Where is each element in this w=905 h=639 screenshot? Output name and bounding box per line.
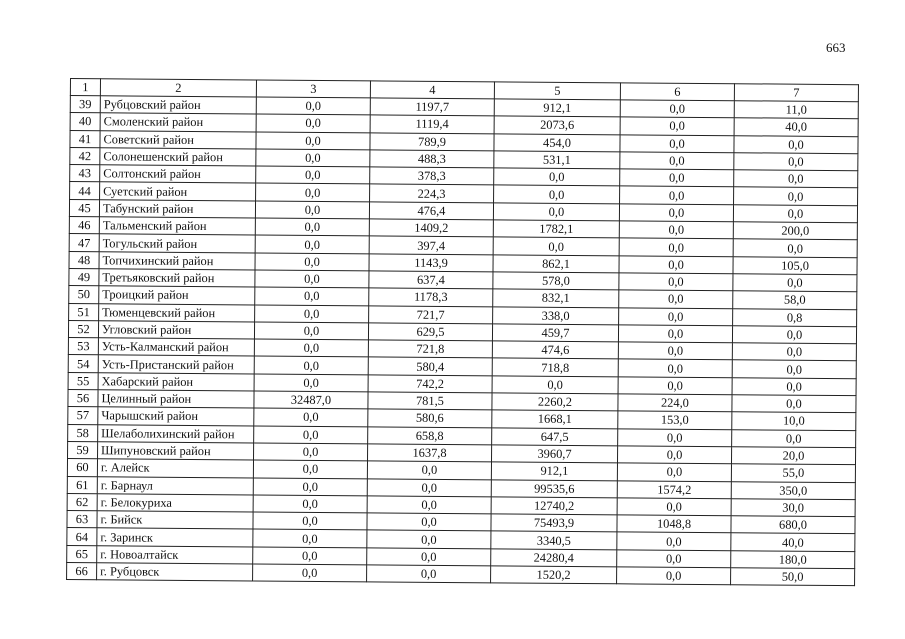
district-name: Рубцовский район: [100, 96, 256, 115]
row-number: 50: [69, 286, 99, 304]
value-col-3: 0,0: [255, 287, 369, 305]
value-col-4: 789,9: [370, 132, 494, 150]
district-name: Суетский район: [100, 182, 256, 201]
value-col-4: 580,6: [368, 409, 492, 427]
row-number: 46: [69, 217, 99, 235]
row-number: 62: [67, 493, 97, 511]
district-name: г. Белокуриха: [97, 494, 253, 513]
row-number: 48: [69, 251, 99, 269]
value-col-6: 0,0: [617, 567, 731, 585]
row-number: 56: [68, 390, 98, 408]
value-col-3: 0,0: [256, 132, 370, 150]
value-col-7: 0,0: [734, 153, 858, 171]
district-name: Хабарский район: [98, 372, 254, 391]
value-col-4: 721,8: [368, 340, 492, 358]
value-col-7: 11,0: [734, 101, 858, 119]
value-col-6: 1048,8: [617, 515, 731, 533]
value-col-3: 0,0: [255, 253, 369, 271]
value-col-6: 1574,2: [617, 480, 731, 498]
value-col-3: 0,0: [255, 218, 369, 236]
district-name: Табунский район: [99, 200, 255, 219]
value-col-5: 12740,2: [491, 497, 617, 515]
row-number: 51: [69, 303, 99, 321]
value-col-5: 0,0: [494, 185, 620, 203]
value-col-6: 0,0: [619, 238, 733, 256]
value-col-5: 1520,2: [491, 566, 617, 584]
row-number: 64: [67, 528, 97, 546]
value-col-4: 0,0: [367, 496, 491, 514]
value-col-6: 0,0: [619, 273, 733, 291]
header-cell: 5: [494, 82, 620, 100]
value-col-3: 0,0: [256, 183, 370, 201]
value-col-7: 0,0: [734, 187, 858, 205]
value-col-6: 0,0: [618, 359, 732, 377]
value-col-4: 0,0: [367, 530, 491, 548]
value-col-6: 0,0: [620, 186, 734, 204]
value-col-6: 0,0: [619, 204, 733, 222]
value-col-7: 58,0: [733, 291, 857, 309]
value-col-5: 912,1: [491, 462, 617, 480]
value-col-4: 0,0: [367, 548, 491, 566]
row-number: 45: [69, 199, 99, 217]
value-col-3: 0,0: [255, 305, 369, 323]
district-name: г. Алейск: [97, 459, 253, 478]
value-col-6: 0,0: [618, 342, 732, 360]
value-col-6: 0,0: [620, 169, 734, 187]
value-col-4: 0,0: [367, 513, 491, 531]
value-col-3: 0,0: [253, 495, 367, 513]
district-name: Троицкий район: [99, 286, 255, 305]
value-col-5: 862,1: [493, 255, 619, 273]
value-col-7: 20,0: [731, 447, 855, 465]
value-col-7: 0,0: [732, 343, 856, 361]
value-col-5: 832,1: [493, 289, 619, 307]
value-col-6: 0,0: [619, 221, 733, 239]
row-number: 57: [68, 407, 98, 425]
value-col-4: 1143,9: [369, 254, 493, 272]
value-col-6: 0,0: [617, 446, 731, 464]
district-name: Тальменский район: [99, 217, 255, 236]
value-col-7: 10,0: [732, 412, 856, 430]
district-name: Усть-Калманский район: [98, 338, 254, 357]
district-name: Целинный район: [98, 390, 254, 409]
value-col-5: 24280,4: [491, 549, 617, 567]
value-col-5: 0,0: [492, 376, 618, 394]
page-number: 663: [826, 40, 846, 55]
district-name: Тюменцевский район: [99, 303, 255, 322]
value-col-4: 378,3: [370, 167, 494, 185]
value-col-5: 75493,9: [491, 514, 617, 532]
value-col-6: 0,0: [617, 532, 731, 550]
row-number: 58: [68, 424, 98, 442]
district-name: Солтонский район: [100, 165, 256, 184]
value-col-3: 0,0: [256, 149, 370, 167]
value-col-7: 0,0: [732, 395, 856, 413]
district-name: Смоленский район: [100, 113, 256, 132]
row-number: 61: [67, 476, 97, 494]
value-col-3: 0,0: [253, 547, 367, 565]
value-col-6: 0,0: [617, 463, 731, 481]
row-number: 66: [67, 563, 97, 581]
value-col-4: 580,4: [368, 357, 492, 375]
value-col-3: 0,0: [255, 201, 369, 219]
value-col-7: 200,0: [733, 222, 857, 240]
header-cell: 4: [370, 81, 494, 99]
value-col-7: 105,0: [733, 256, 857, 274]
header-cell: 3: [256, 80, 370, 98]
value-col-7: 0,0: [732, 326, 856, 344]
value-col-6: 0,0: [618, 428, 732, 446]
value-col-5: 2073,6: [494, 116, 620, 134]
value-col-4: 0,0: [367, 478, 491, 496]
value-col-7: 0,0: [734, 135, 858, 153]
header-cell: 2: [100, 79, 256, 97]
district-name: Шелаболихинский район: [98, 424, 254, 443]
value-col-3: 0,0: [254, 322, 368, 340]
value-col-7: 55,0: [731, 464, 855, 482]
value-col-3: 0,0: [254, 426, 368, 444]
district-name: г. Барнаул: [97, 476, 253, 495]
value-col-3: 0,0: [255, 235, 369, 253]
value-col-5: 578,0: [493, 272, 619, 290]
value-col-3: 0,0: [254, 408, 368, 426]
district-name: г. Рубцовск: [97, 563, 253, 582]
value-col-7: 40,0: [731, 533, 855, 551]
value-col-5: 3960,7: [491, 445, 617, 463]
value-col-5: 647,5: [492, 427, 618, 445]
row-number: 42: [70, 147, 100, 165]
table-body: [67, 79, 859, 586]
value-col-6: 153,0: [618, 411, 732, 429]
row-number: 47: [69, 234, 99, 252]
value-col-4: 1637,8: [368, 444, 492, 462]
value-col-4: 1119,4: [370, 115, 494, 133]
value-col-3: 0,0: [256, 114, 370, 132]
value-col-5: 454,0: [494, 133, 620, 151]
value-col-6: 0,0: [618, 325, 732, 343]
value-col-5: 3340,5: [491, 531, 617, 549]
value-col-4: 742,2: [368, 375, 492, 393]
value-col-4: 1178,3: [369, 288, 493, 306]
value-col-7: 0,0: [734, 170, 858, 188]
district-name: Третьяковский район: [99, 269, 255, 288]
value-col-4: 629,5: [368, 323, 492, 341]
row-number: 53: [68, 338, 98, 356]
value-col-7: 0,0: [733, 204, 857, 222]
value-col-7: 0,0: [732, 360, 856, 378]
value-col-7: 50,0: [731, 568, 855, 586]
value-col-3: 0,0: [253, 477, 367, 495]
district-name: Тогульский район: [99, 234, 255, 253]
value-col-4: 781,5: [368, 392, 492, 410]
value-col-5: 338,0: [493, 306, 619, 324]
value-col-7: 680,0: [731, 516, 855, 534]
value-col-4: 1197,7: [370, 98, 494, 116]
row-number: 49: [69, 268, 99, 286]
value-col-3: 0,0: [256, 166, 370, 184]
value-col-7: 0,0: [733, 274, 857, 292]
value-col-3: 32487,0: [254, 391, 368, 409]
district-name: Топчихинский район: [99, 251, 255, 270]
value-col-6: 0,0: [619, 307, 733, 325]
value-col-3: 0,0: [254, 356, 368, 374]
district-name: Шипуновский район: [98, 442, 254, 461]
value-col-4: 658,8: [368, 426, 492, 444]
value-col-3: 0,0: [253, 564, 367, 582]
district-name: Усть-Пристанский район: [98, 355, 254, 374]
value-col-5: 2260,2: [492, 393, 618, 411]
value-col-5: 718,8: [492, 358, 618, 376]
value-col-5: 99535,6: [491, 479, 617, 497]
value-col-7: 0,8: [733, 308, 857, 326]
row-number: 41: [70, 130, 100, 148]
value-col-7: 0,0: [732, 429, 856, 447]
value-col-3: 0,0: [253, 512, 367, 530]
value-col-4: 0,0: [367, 565, 491, 583]
value-col-7: 30,0: [731, 499, 855, 517]
value-col-4: 721,7: [369, 305, 493, 323]
value-col-6: 0,0: [620, 152, 734, 170]
value-col-3: 0,0: [254, 443, 368, 461]
district-name: Солонешенский район: [100, 148, 256, 167]
value-col-6: 224,0: [618, 394, 732, 412]
value-col-6: 0,0: [618, 377, 732, 395]
value-col-5: 0,0: [493, 203, 619, 221]
data-table: [66, 78, 859, 586]
value-col-4: 0,0: [367, 461, 491, 479]
value-col-7: 0,0: [733, 239, 857, 257]
value-col-4: 488,3: [370, 150, 494, 168]
value-col-6: 0,0: [620, 117, 734, 135]
value-col-6: 0,0: [617, 498, 731, 516]
value-col-5: 474,6: [492, 341, 618, 359]
row-number: 65: [67, 545, 97, 563]
row-number: 52: [68, 320, 98, 338]
value-col-6: 0,0: [620, 134, 734, 152]
value-col-5: 0,0: [493, 237, 619, 255]
value-col-5: 531,1: [494, 151, 620, 169]
district-name: г. Новоалтайск: [97, 545, 253, 564]
district-name: Чарышский район: [98, 407, 254, 426]
row-number: 43: [70, 165, 100, 183]
document-sheet: [66, 78, 858, 586]
value-col-5: 1782,1: [493, 220, 619, 238]
value-col-7: 180,0: [731, 550, 855, 568]
district-name: Советский район: [100, 130, 256, 149]
value-col-7: 40,0: [734, 118, 858, 136]
header-cell: 7: [734, 84, 858, 102]
value-col-3: 0,0: [254, 374, 368, 392]
row-number: 39: [70, 96, 100, 114]
value-col-5: 0,0: [494, 168, 620, 186]
row-number: 60: [67, 459, 97, 477]
district-name: Угловский район: [98, 321, 254, 340]
header-cell: 6: [620, 83, 734, 101]
row-number: 54: [68, 355, 98, 373]
value-col-6: 0,0: [619, 255, 733, 273]
value-col-6: 0,0: [620, 100, 734, 118]
value-col-5: 1668,1: [492, 410, 618, 428]
value-col-7: 0,0: [732, 377, 856, 395]
district-name: г. Бийск: [97, 511, 253, 530]
district-name: г. Заринск: [97, 528, 253, 547]
row-number: 63: [67, 511, 97, 529]
value-col-3: 0,0: [253, 529, 367, 547]
value-col-5: 912,1: [494, 99, 620, 117]
value-col-3: 0,0: [255, 270, 369, 288]
value-col-7: 350,0: [731, 481, 855, 499]
value-col-4: 1409,2: [369, 219, 493, 237]
row-number: 55: [68, 372, 98, 390]
value-col-5: 459,7: [492, 324, 618, 342]
value-col-4: 397,4: [369, 236, 493, 254]
value-col-4: 476,4: [369, 202, 493, 220]
value-col-3: 0,0: [253, 460, 367, 478]
value-col-4: 224,3: [370, 184, 494, 202]
value-col-6: 0,0: [619, 290, 733, 308]
value-col-6: 0,0: [617, 550, 731, 568]
value-col-3: 0,0: [254, 339, 368, 357]
row-number: 44: [70, 182, 100, 200]
value-col-3: 0,0: [256, 97, 370, 115]
header-cell: 1: [70, 79, 100, 96]
row-number: 59: [68, 441, 98, 459]
value-col-4: 637,4: [369, 271, 493, 289]
row-number: 40: [70, 113, 100, 131]
